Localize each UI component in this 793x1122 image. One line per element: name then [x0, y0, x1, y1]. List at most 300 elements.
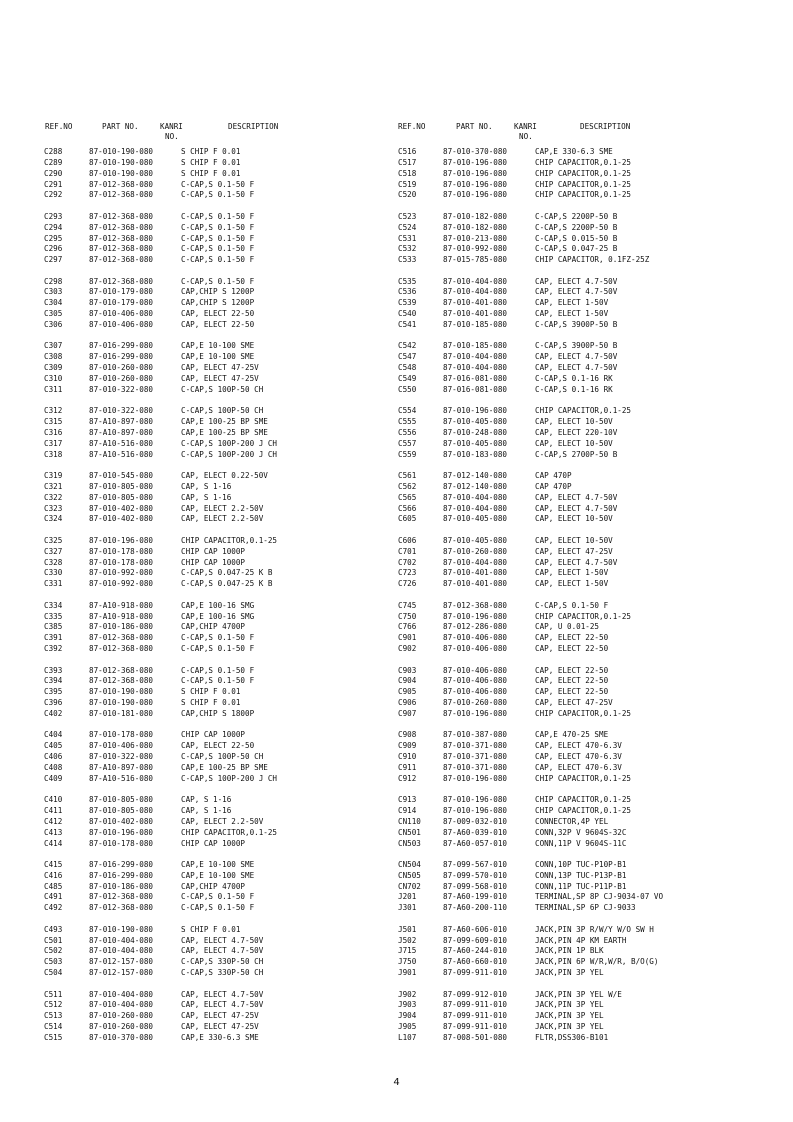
description-cell: CAP, ELECT 2.2-50V: [181, 514, 264, 524]
part-no-cell: 87-010-992-080: [89, 579, 154, 589]
part-no-cell: 87-010-190-080: [89, 687, 154, 697]
part-no-cell: 87-010-402-080: [89, 816, 154, 826]
description-cell: C-CAP,S 100P-200 J CH: [181, 438, 278, 448]
part-no-cell: 87-012-368-080: [89, 179, 154, 189]
part-no-cell: 87-010-405-080: [443, 438, 508, 448]
ref-no-cell: C404: [44, 730, 63, 740]
ref-no-cell: C288: [44, 147, 63, 156]
ref-no-cell: J501: [398, 924, 417, 934]
part-no-cell: 87-016-081-080: [443, 384, 508, 394]
part-no-cell: 87-099-911-010: [443, 1000, 508, 1010]
part-no-cell: 87-010-371-080: [443, 762, 508, 772]
description-cell: CAP, ELECT 10-50V: [535, 514, 613, 524]
ref-no-cell: C491: [44, 892, 63, 902]
part-no-cell: 87-010-185-080: [443, 320, 508, 329]
part-no-cell: 87-010-404-080: [89, 989, 154, 999]
description-cell: CAP, ELECT 1-50V: [535, 579, 609, 589]
ref-no-cell: C542: [398, 341, 417, 351]
description-cell: C-CAP,S 2200P-50 B: [535, 211, 618, 221]
description-cell: CAP, ELECT 4.7-50V: [535, 287, 618, 297]
part-no-cell: 87-012-368-080: [89, 255, 154, 265]
description-cell: CAP, ELECT 4.7-50V: [181, 1000, 264, 1010]
part-no-cell: 87-010-404-080: [443, 352, 508, 362]
part-no-cell: 87-A60-244-010: [443, 946, 508, 956]
description-cell: C-CAP,S 100P-200 J CH: [181, 449, 278, 459]
description-cell: C-CAP,S 2200P-50 B: [535, 222, 618, 232]
part-no-cell: 87-012-368-080: [89, 276, 154, 286]
part-no-cell: 87-010-406-080: [89, 309, 154, 319]
part-no-cell: 87-010-406-080: [443, 633, 508, 643]
description-cell: CAP,CHIP S 1800P: [181, 708, 255, 718]
part-no-cell: 87-012-157-080: [89, 968, 154, 978]
ref-no-cell: C518: [398, 168, 417, 178]
description-cell: CHIP CAP 1000P: [181, 557, 246, 567]
ref-no-cell: C512: [44, 1000, 63, 1010]
description-cell: C-CAP,S 0.1-50 F: [181, 222, 255, 232]
part-no-cell: 87-016-299-080: [89, 859, 154, 869]
part-no-cell: 87-099-570-010: [443, 870, 508, 880]
description-cell: CAP,E 10-100 SME: [181, 859, 255, 869]
ref-no-cell: C394: [44, 676, 63, 686]
description-cell: CONN,11P TUC-P11P-B1: [535, 881, 627, 891]
description-cell: CAP, ELECT 22-50: [535, 676, 609, 686]
ref-no-cell: C606: [398, 535, 417, 545]
ref-no-cell: C395: [44, 687, 63, 697]
ref-no-cell: C385: [44, 622, 63, 632]
ref-no-cell: C726: [398, 579, 417, 589]
ref-no-cell: C309: [44, 363, 63, 373]
part-no-cell: 87-010-260-080: [443, 546, 508, 556]
description-cell: CAP, S 1-16: [181, 481, 232, 491]
part-no-cell: 87-012-140-080: [443, 471, 508, 481]
ref-no-cell: C907: [398, 708, 417, 718]
description-cell: C-CAP,S 100P-50 CH: [181, 406, 264, 416]
part-no-cell: 87-010-402-080: [89, 503, 154, 513]
description-cell: C-CAP,S 0.047-25 K B: [181, 579, 273, 589]
description-cell: CHIP CAPACITOR,0.1-25: [535, 805, 632, 815]
part-no-cell: 87-012-368-080: [89, 892, 154, 902]
ref-no-cell: C547: [398, 352, 417, 362]
description-cell: CHIP CAPACITOR,0.1-25: [535, 157, 632, 167]
part-no-cell: 87-010-190-080: [89, 698, 154, 708]
ref-no-cell: C305: [44, 309, 63, 319]
description-cell: C-CAP,S 0.1-16 RK: [535, 373, 613, 383]
description-cell: JACK,PIN 4P KM EARTH: [535, 935, 627, 945]
part-no-cell: 87-010-196-080: [443, 168, 508, 178]
ref-no-cell: C396: [44, 698, 63, 708]
part-no-cell: 87-012-368-080: [89, 644, 154, 654]
ref-no-cell: C416: [44, 870, 63, 880]
description-cell: CHIP CAPACITOR, 0.1FZ-25Z: [535, 255, 650, 265]
part-no-cell: 87-012-140-080: [443, 481, 508, 491]
part-no-cell: 87-012-368-080: [89, 190, 154, 200]
part-no-cell: 87-099-911-010: [443, 968, 508, 978]
ref-no-cell: C548: [398, 363, 417, 373]
description-cell: CAP,E 330-6.3 SME: [535, 147, 613, 156]
part-no-cell: 87-012-368-080: [443, 600, 508, 610]
ref-no-cell: C565: [398, 492, 417, 502]
part-no-cell: 87-010-185-080: [443, 341, 508, 351]
description-cell: CAP, ELECT 4.7-50V: [535, 557, 618, 567]
ref-no-cell: C406: [44, 752, 63, 761]
ref-no-cell: C317: [44, 438, 63, 448]
description-cell: CONN,10P TUC-P10P-B1: [535, 859, 627, 869]
description-cell: JACK,PIN 6P W/R,W/R, B/O(G): [535, 957, 659, 967]
description-cell: CAP, ELECT 47-25V: [535, 546, 613, 556]
ref-no-cell: C318: [44, 449, 63, 459]
description-cell: CHIP CAPACITOR,0.1-25: [535, 406, 632, 416]
description-cell: CAP, ELECT 4.7-50V: [181, 989, 264, 999]
part-no-cell: 87-012-368-080: [89, 211, 154, 221]
part-no-cell: 87-016-299-080: [89, 341, 154, 351]
part-no-cell: 87-010-322-080: [89, 384, 154, 394]
part-no-cell: 87-012-286-080: [443, 622, 508, 632]
part-no-cell: 87-A60-200-110: [443, 903, 508, 913]
ref-no-cell: C903: [398, 665, 417, 675]
description-cell: CAP, ELECT 4.7-50V: [535, 363, 618, 373]
description-cell: C-CAP,S 0.015-50 B: [535, 233, 618, 243]
description-cell: CAP, ELECT 470-6.3V: [535, 752, 622, 761]
ref-no-cell: C911: [398, 762, 417, 772]
ref-no-cell: C540: [398, 309, 417, 319]
ref-no-cell: C524: [398, 222, 417, 232]
description-cell: CAP, ELECT 4.7-50V: [181, 946, 264, 956]
part-no-cell: 87-010-190-080: [89, 157, 154, 167]
description-cell: CAP, ELECT 470-6.3V: [535, 741, 622, 751]
part-no-cell: 87-010-370-080: [89, 1032, 154, 1042]
ref-no-cell: C554: [398, 406, 417, 416]
part-no-cell: 87-A10-897-080: [89, 427, 154, 437]
description-cell: CAP, ELECT 1-50V: [535, 309, 609, 319]
ref-no-cell: C502: [44, 946, 63, 956]
description-cell: CAP, ELECT 22-50: [535, 687, 609, 697]
description-cell: C-CAP,S 100P-50 CH: [181, 384, 264, 394]
ref-no-cell: C328: [44, 557, 63, 567]
part-no-cell: 87-010-805-080: [89, 481, 154, 491]
ref-no-cell: C905: [398, 687, 417, 697]
ref-no-cell: C912: [398, 773, 417, 783]
ref-no-cell: C906: [398, 698, 417, 708]
part-no-cell: 87-010-181-080: [89, 708, 154, 718]
part-no-cell: 87-010-404-080: [443, 503, 508, 513]
description-cell: S CHIP F 0.01: [181, 147, 241, 156]
header-part-no-left: PART NO.: [102, 122, 139, 131]
description-cell: JACK,PIN 3P R/W/Y W/O SW H: [535, 924, 654, 934]
part-no-cell: 87-010-805-080: [89, 492, 154, 502]
description-cell: CAP, ELECT 22-50: [535, 633, 609, 643]
ref-no-cell: C504: [44, 968, 63, 978]
description-cell: C-CAP,S 100P-200 J CH: [181, 773, 278, 783]
ref-no-cell: J904: [398, 1011, 417, 1021]
part-no-cell: 87-010-404-080: [89, 946, 154, 956]
part-no-cell: 87-012-368-080: [89, 903, 154, 913]
ref-no-cell: C331: [44, 579, 63, 589]
ref-no-cell: C536: [398, 287, 417, 297]
ref-no-cell: C315: [44, 417, 63, 427]
part-no-cell: 87-010-196-080: [89, 535, 154, 545]
part-no-cell: 87-010-196-080: [443, 157, 508, 167]
ref-no-cell: C520: [398, 190, 417, 200]
description-cell: C-CAP,S 0.047-25 B: [535, 244, 618, 254]
part-no-cell: 87-010-404-080: [443, 363, 508, 373]
ref-no-cell: C535: [398, 276, 417, 286]
header-kanri-no-left: NO.: [165, 132, 179, 141]
ref-no-cell: J201: [398, 892, 417, 902]
description-cell: CAP, ELECT 470-6.3V: [535, 762, 622, 772]
part-no-cell: 87-010-196-080: [443, 611, 508, 621]
description-cell: CAP, ELECT 4.7-50V: [535, 503, 618, 513]
ref-no-cell: C410: [44, 795, 63, 805]
description-cell: C-CAP,S 0.1-50 F: [181, 244, 255, 254]
ref-no-cell: C405: [44, 741, 63, 751]
description-cell: C-CAP,S 0.1-50 F: [181, 233, 255, 243]
part-no-cell: 87-010-370-080: [443, 147, 508, 156]
ref-no-cell: C750: [398, 611, 417, 621]
description-cell: CONN,32P V 9604S-32C: [535, 827, 627, 837]
part-no-cell: 87-010-178-080: [89, 730, 154, 740]
ref-no-cell: C913: [398, 795, 417, 805]
ref-no-cell: C307: [44, 341, 63, 351]
ref-no-cell: J750: [398, 957, 417, 967]
description-cell: CHIP CAPACITOR,0.1-25: [535, 708, 632, 718]
part-no-cell: 87-099-568-010: [443, 881, 508, 891]
ref-no-cell: C298: [44, 276, 63, 286]
description-cell: TERMINAL,SP 8P CJ-9034-07 VO: [535, 892, 664, 902]
part-no-cell: 87-010-196-080: [443, 773, 508, 783]
description-cell: CAP,E 100-16 SMG: [181, 600, 255, 610]
part-no-cell: 87-010-406-080: [89, 741, 154, 751]
description-cell: CAP, ELECT 47-25V: [181, 373, 259, 383]
part-no-cell: 87-010-322-080: [89, 406, 154, 416]
ref-no-cell: C325: [44, 535, 63, 545]
description-cell: CHIP CAPACITOR,0.1-25: [535, 190, 632, 200]
ref-no-cell: C304: [44, 298, 63, 308]
part-no-cell: 87-010-196-080: [89, 827, 154, 837]
part-no-cell: 87-010-402-080: [89, 514, 154, 524]
description-cell: C-CAP,S 0.1-50 F: [181, 903, 255, 913]
part-no-cell: 87-010-805-080: [89, 805, 154, 815]
ref-no-cell: C533: [398, 255, 417, 265]
part-no-cell: 87-016-299-080: [89, 352, 154, 362]
description-cell: S CHIP F 0.01: [181, 168, 241, 178]
ref-no-cell: C292: [44, 190, 63, 200]
part-no-cell: 87-010-190-080: [89, 147, 154, 156]
ref-no-cell: C296: [44, 244, 63, 254]
part-no-cell: 87-010-213-080: [443, 233, 508, 243]
ref-no-cell: C295: [44, 233, 63, 243]
description-cell: CAP 470P: [535, 481, 572, 491]
part-no-cell: 87-010-260-080: [443, 698, 508, 708]
part-no-cell: 87-A10-516-080: [89, 773, 154, 783]
ref-no-cell: C559: [398, 449, 417, 459]
part-no-cell: 87-010-401-080: [443, 298, 508, 308]
ref-no-cell: C492: [44, 903, 63, 913]
part-no-cell: 87-010-179-080: [89, 298, 154, 308]
part-no-cell: 87-010-179-080: [89, 287, 154, 297]
description-cell: CHIP CAPACITOR,0.1-25: [535, 795, 632, 805]
ref-no-cell: C312: [44, 406, 63, 416]
ref-no-cell: C297: [44, 255, 63, 265]
description-cell: C-CAP,S 0.1-50 F: [181, 633, 255, 643]
description-cell: JACK,PIN 3P YEL: [535, 1022, 604, 1032]
description-cell: CAP,E 10-100 SME: [181, 341, 255, 351]
part-no-cell: 87-A10-516-080: [89, 449, 154, 459]
ref-no-cell: C319: [44, 471, 63, 481]
description-cell: CAP,E 100-25 BP SME: [181, 762, 268, 772]
ref-no-cell: C555: [398, 417, 417, 427]
ref-no-cell: C531: [398, 233, 417, 243]
part-no-cell: 87-010-196-080: [443, 795, 508, 805]
ref-no-cell: C556: [398, 427, 417, 437]
description-cell: CAP, ELECT 1-50V: [535, 568, 609, 578]
ref-no-cell: C391: [44, 633, 63, 643]
page-number: 4: [393, 1077, 400, 1088]
ref-no-cell: C501: [44, 935, 63, 945]
description-cell: CAP, S 1-16: [181, 492, 232, 502]
description-cell: CAP, ELECT 22-50: [181, 320, 255, 329]
ref-no-cell: CN702: [398, 881, 421, 891]
ref-no-cell: C702: [398, 557, 417, 567]
ref-no-cell: C517: [398, 157, 417, 167]
ref-no-cell: C409: [44, 773, 63, 783]
part-no-cell: 87-010-182-080: [443, 211, 508, 221]
description-cell: JACK,PIN 3P YEL: [535, 968, 604, 978]
ref-no-cell: C532: [398, 244, 417, 254]
description-cell: TERMINAL,SP 6P CJ-9033: [535, 903, 636, 913]
part-no-cell: 87-010-406-080: [89, 320, 154, 329]
ref-no-cell: C327: [44, 546, 63, 556]
description-cell: C-CAP,S 3900P-50 B: [535, 320, 618, 329]
part-no-cell: 87-010-186-080: [89, 622, 154, 632]
part-no-cell: 87-010-406-080: [443, 665, 508, 675]
description-cell: C-CAP,S 0.1-50 F: [181, 276, 255, 286]
description-cell: C-CAP,S 0.1-50 F: [181, 179, 255, 189]
description-cell: CAP, ELECT 0.22-50V: [181, 471, 268, 481]
part-no-cell: 87-010-371-080: [443, 752, 508, 761]
part-no-cell: 87-A60-660-010: [443, 957, 508, 967]
part-no-cell: 87-010-805-080: [89, 795, 154, 805]
part-no-cell: 87-A60-057-010: [443, 838, 508, 848]
part-no-cell: 87-008-501-080: [443, 1032, 508, 1042]
ref-no-cell: C408: [44, 762, 63, 772]
description-cell: C-CAP,S 0.1-50 F: [181, 665, 255, 675]
ref-no-cell: C513: [44, 1011, 63, 1021]
ref-no-cell: C516: [398, 147, 417, 156]
part-no-cell: 87-010-178-080: [89, 546, 154, 556]
description-cell: CAP 470P: [535, 471, 572, 481]
ref-no-cell: C766: [398, 622, 417, 632]
description-cell: CAP, ELECT 220-10V: [535, 427, 618, 437]
part-no-cell: 87-010-406-080: [443, 687, 508, 697]
part-no-cell: 87-010-186-080: [89, 881, 154, 891]
part-no-cell: 87-010-406-080: [443, 644, 508, 654]
ref-no-cell: C306: [44, 320, 63, 329]
part-no-cell: 87-099-911-010: [443, 1022, 508, 1032]
part-no-cell: 87-015-785-080: [443, 255, 508, 265]
part-no-cell: 87-A10-897-080: [89, 762, 154, 772]
description-cell: CAP,CHIP S 1200P: [181, 287, 255, 297]
ref-no-cell: CN505: [398, 870, 421, 880]
ref-no-cell: C515: [44, 1032, 63, 1042]
description-cell: C-CAP,S 0.1-50 F: [181, 892, 255, 902]
ref-no-cell: C324: [44, 514, 63, 524]
part-no-cell: 87-012-368-080: [89, 633, 154, 643]
part-no-cell: 87-010-196-080: [443, 805, 508, 815]
description-cell: CAP, ELECT 47-25V: [181, 363, 259, 373]
part-no-cell: 87-010-260-080: [89, 1011, 154, 1021]
description-cell: CAP, ELECT 2.2-50V: [181, 816, 264, 826]
part-no-cell: 87-010-260-080: [89, 363, 154, 373]
ref-no-cell: C723: [398, 568, 417, 578]
description-cell: CAP, ELECT 22-50: [535, 644, 609, 654]
description-cell: CAP,CHIP S 1200P: [181, 298, 255, 308]
ref-no-cell: CN110: [398, 816, 421, 826]
ref-no-cell: C310: [44, 373, 63, 383]
ref-no-cell: C412: [44, 816, 63, 826]
part-no-cell: 87-099-567-010: [443, 859, 508, 869]
description-cell: CAP, ELECT 4.7-50V: [535, 492, 618, 502]
part-no-cell: 87-A10-897-080: [89, 417, 154, 427]
description-cell: CAP,CHIP 4700P: [181, 881, 246, 891]
description-cell: CAP, ELECT 2.2-50V: [181, 503, 264, 513]
description-cell: CAP, ELECT 22-50: [181, 741, 255, 751]
description-cell: FLTR,DSS306-B101: [535, 1032, 609, 1042]
header-description-left: DESCRIPTION: [228, 122, 279, 131]
description-cell: C-CAP,S 330P-50 CH: [181, 957, 264, 967]
header-kanri-right: KANRI: [514, 122, 537, 131]
description-cell: CAP, S 1-16: [181, 795, 232, 805]
description-cell: CAP, ELECT 10-50V: [535, 417, 613, 427]
part-no-cell: 87-010-196-080: [443, 190, 508, 200]
description-cell: C-CAP,S 100P-50 CH: [181, 752, 264, 761]
part-no-cell: 87-012-157-080: [89, 957, 154, 967]
ref-no-cell: C745: [398, 600, 417, 610]
ref-no-cell: C334: [44, 600, 63, 610]
ref-no-cell: C308: [44, 352, 63, 362]
ref-no-cell: C294: [44, 222, 63, 232]
description-cell: C-CAP,S 3900P-50 B: [535, 341, 618, 351]
ref-no-cell: J902: [398, 989, 417, 999]
header-ref-no-left: REF.NO: [45, 122, 73, 131]
ref-no-cell: C415: [44, 859, 63, 869]
description-cell: CAP, ELECT 47-25V: [181, 1011, 259, 1021]
ref-no-cell: C303: [44, 287, 63, 297]
header-part-no-right: PART NO.: [456, 122, 493, 131]
ref-no-cell: C910: [398, 752, 417, 761]
part-no-cell: 87-010-406-080: [443, 676, 508, 686]
description-cell: C-CAP,S 330P-50 CH: [181, 968, 264, 978]
description-cell: CAP, ELECT 4.7-50V: [535, 352, 618, 362]
ref-no-cell: C503: [44, 957, 63, 967]
ref-no-cell: C514: [44, 1022, 63, 1032]
description-cell: CAP, ELECT 47-25V: [181, 1022, 259, 1032]
description-cell: JACK,PIN 3P YEL: [535, 1000, 604, 1010]
ref-no-cell: C323: [44, 503, 63, 513]
ref-no-cell: C393: [44, 665, 63, 675]
ref-no-cell: C566: [398, 503, 417, 513]
description-cell: CAP,CHIP 4700P: [181, 622, 246, 632]
ref-no-cell: C909: [398, 741, 417, 751]
ref-no-cell: C322: [44, 492, 63, 502]
part-no-cell: 87-012-368-080: [89, 676, 154, 686]
description-cell: C-CAP,S 0.1-50 F: [181, 676, 255, 686]
description-cell: JACK,PIN 3P YEL W/E: [535, 989, 622, 999]
description-cell: JACK,PIN 1P BLK: [535, 946, 604, 956]
description-cell: CAP,E 100-25 BP SME: [181, 417, 268, 427]
ref-no-cell: C321: [44, 481, 63, 491]
part-no-cell: 87-010-404-080: [443, 276, 508, 286]
part-no-cell: 87-010-371-080: [443, 741, 508, 751]
